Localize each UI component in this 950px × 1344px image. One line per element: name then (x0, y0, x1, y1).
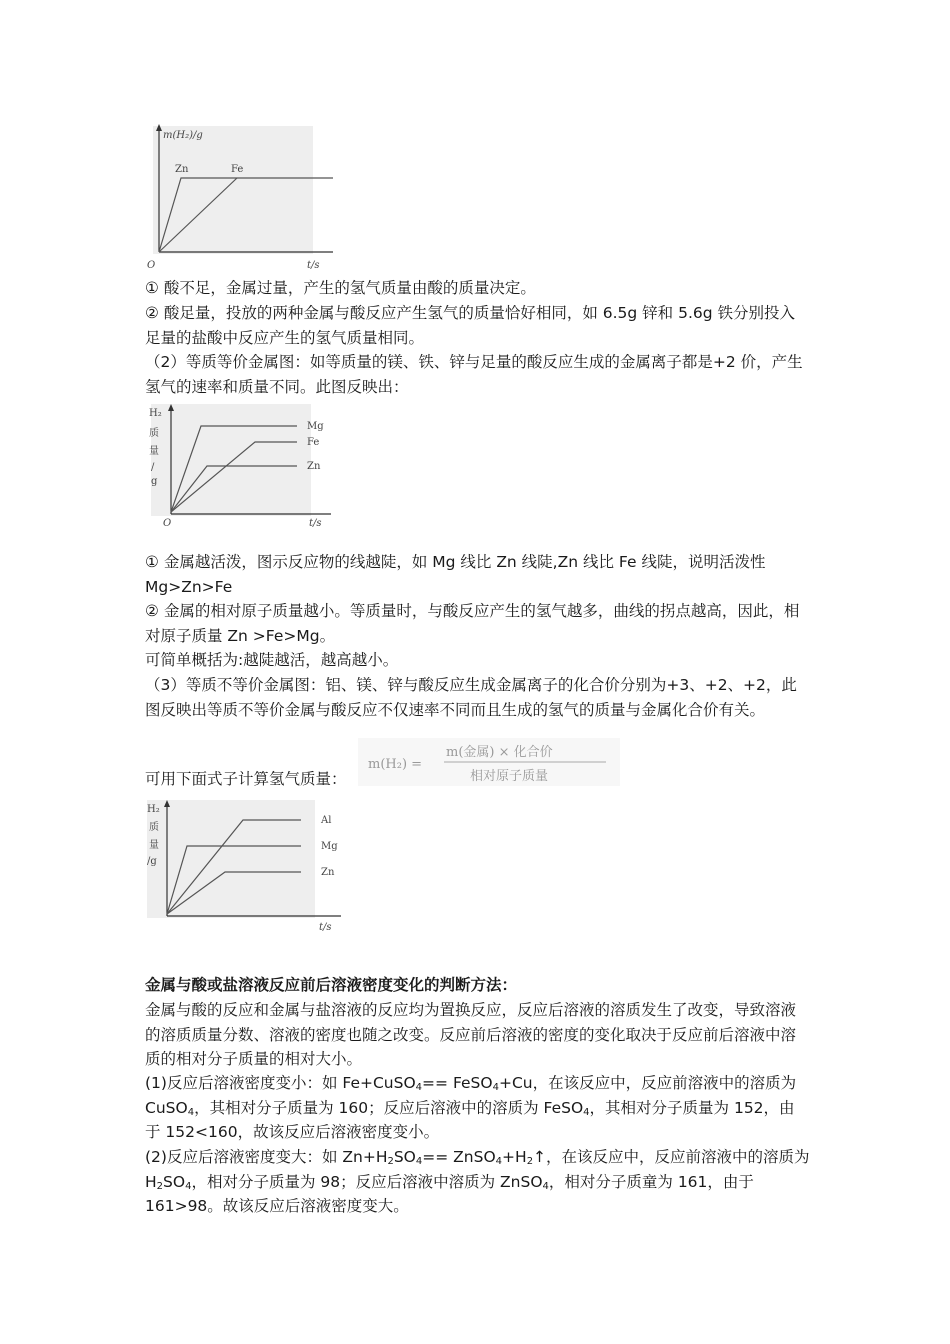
x-axis-label: t/s (319, 922, 332, 933)
formula-numerator: m(金属) × 化合价 (446, 745, 553, 760)
y-axis-label: / (151, 462, 155, 473)
series-label-zn: Zn (321, 867, 335, 878)
section-heading: 金属与酸或盐溶液反应前后溶液密度变化的判断方法： (145, 976, 518, 994)
paragraph: 金属与酸的反应和金属与盐溶液的反应均为置换反应，反应后溶液的溶质发生了改变，导致溶液的溶质质量分数、溶液的密度也随之改变。反应前后溶液的密度的变化取决于反应前后溶液中溶质的相对分子质量的相对大小。 (145, 1001, 797, 1068)
formula-lhs: m(H₂) = (368, 757, 423, 772)
figure-mg-fe-zn (145, 402, 335, 530)
paragraph: ① 金属越活泼，图示反应物的线越陡，如 Mg 线比 Zn 线陡,Zn 线比 Fe 线陡，说明活泼性 Mg>Zn>Fe (145, 553, 766, 596)
y-axis-label: H₂ (147, 804, 160, 815)
series-label-zn: Zn (175, 164, 189, 175)
paragraph: ① 酸不足，金属过量，产生的氢气质量由酸的质量决定。 (145, 279, 536, 297)
y-axis-label: 质 (149, 822, 159, 833)
series-label-al: Al (321, 815, 332, 826)
y-axis-label: 质 (149, 428, 159, 439)
chart-mg-fe-zn (145, 402, 335, 530)
paragraph: （3）等质不等价金属图：铝、镁、锌与酸反应生成金属离子的化合价分别为+3、+2、+2，此图反映出等质不等价金属与酸反应不仅速率不同而且生成的氢气的质量与金属化合价有关。 (145, 676, 797, 719)
y-axis-label: H₂ (149, 408, 162, 419)
y-axis-label: /g (147, 856, 157, 867)
formula-denominator: 相对原子质量 (470, 769, 549, 784)
paragraph: ② 金属的相对原子质量越小。等质量时，与酸反应产生的氢气越多，曲线的拐点越高，因此，相对原子质量 Zn >Fe>Mg。 (145, 602, 800, 645)
series-label-zn: Zn (307, 461, 321, 472)
series-label-mg: Mg (321, 841, 338, 852)
series-label-fe: Fe (307, 437, 320, 448)
hydrogen-mass-formula (358, 738, 620, 786)
y-axis-label: 量 (149, 840, 159, 851)
chart-zn-fe (145, 122, 335, 274)
paragraph: 可用下面式子计算氢气质量： (145, 770, 347, 788)
paragraph-density-increase: (2)反应后溶液密度变大：如 $Zn+H_2SO_4==$ $ZnSO_4+H_2↑$，在该反应中，反应前溶液中的溶质为 $H_2SO_4$，相对分子质量为 98；反应后溶液中溶质为 ZnSO$_4$，相对分子质童为 161，由于 161>98。故该反应后溶液密度变大。 (145, 1148, 810, 1215)
origin-label: O (163, 518, 172, 529)
figure-al-mg-zn (145, 798, 345, 934)
y-axis-label: m(H₂)/g (163, 130, 203, 141)
paragraph: （2）等质等价金属图：如等质量的镁、铁、锌与足量的酸反应生成的金属离子都是+2 价，产生氢气的速率和质量不同。此图反映出： (145, 353, 803, 396)
paragraph: 可简单概括为:越陡越活，越高越小。 (145, 651, 399, 669)
x-axis-label: t/s (309, 518, 322, 529)
y-axis-label: 量 (149, 446, 159, 457)
y-axis-label: g (151, 476, 158, 487)
origin-label: O (147, 260, 156, 271)
paragraph: ② 酸足量，投放的两种金属与酸反应产生氢气的质量恰好相同，如 6.5g 锌和 5.6g 铁分别投入足量的盐酸中反应产生的氢气质量相同。 (145, 304, 796, 347)
paragraph-density-decrease: (1)反应后溶液密度变小：如 Fe+CuSO$_4$== FeSO$_4$+Cu，在该反应中，反应前溶液中的溶质为 CuSO$_4$，其相对分子质量为 160；反应后溶液中的溶质为 FeSO$_4$，其相对分子质量为 152，由于 152<160，故该反应后溶液密度变小。 (145, 1074, 797, 1141)
series-label-fe: Fe (231, 164, 244, 175)
chart-al-mg-zn (145, 798, 345, 934)
x-axis-label: t/s (307, 260, 320, 271)
figure-zn-fe (145, 122, 335, 274)
series-label-mg: Mg (307, 421, 324, 432)
